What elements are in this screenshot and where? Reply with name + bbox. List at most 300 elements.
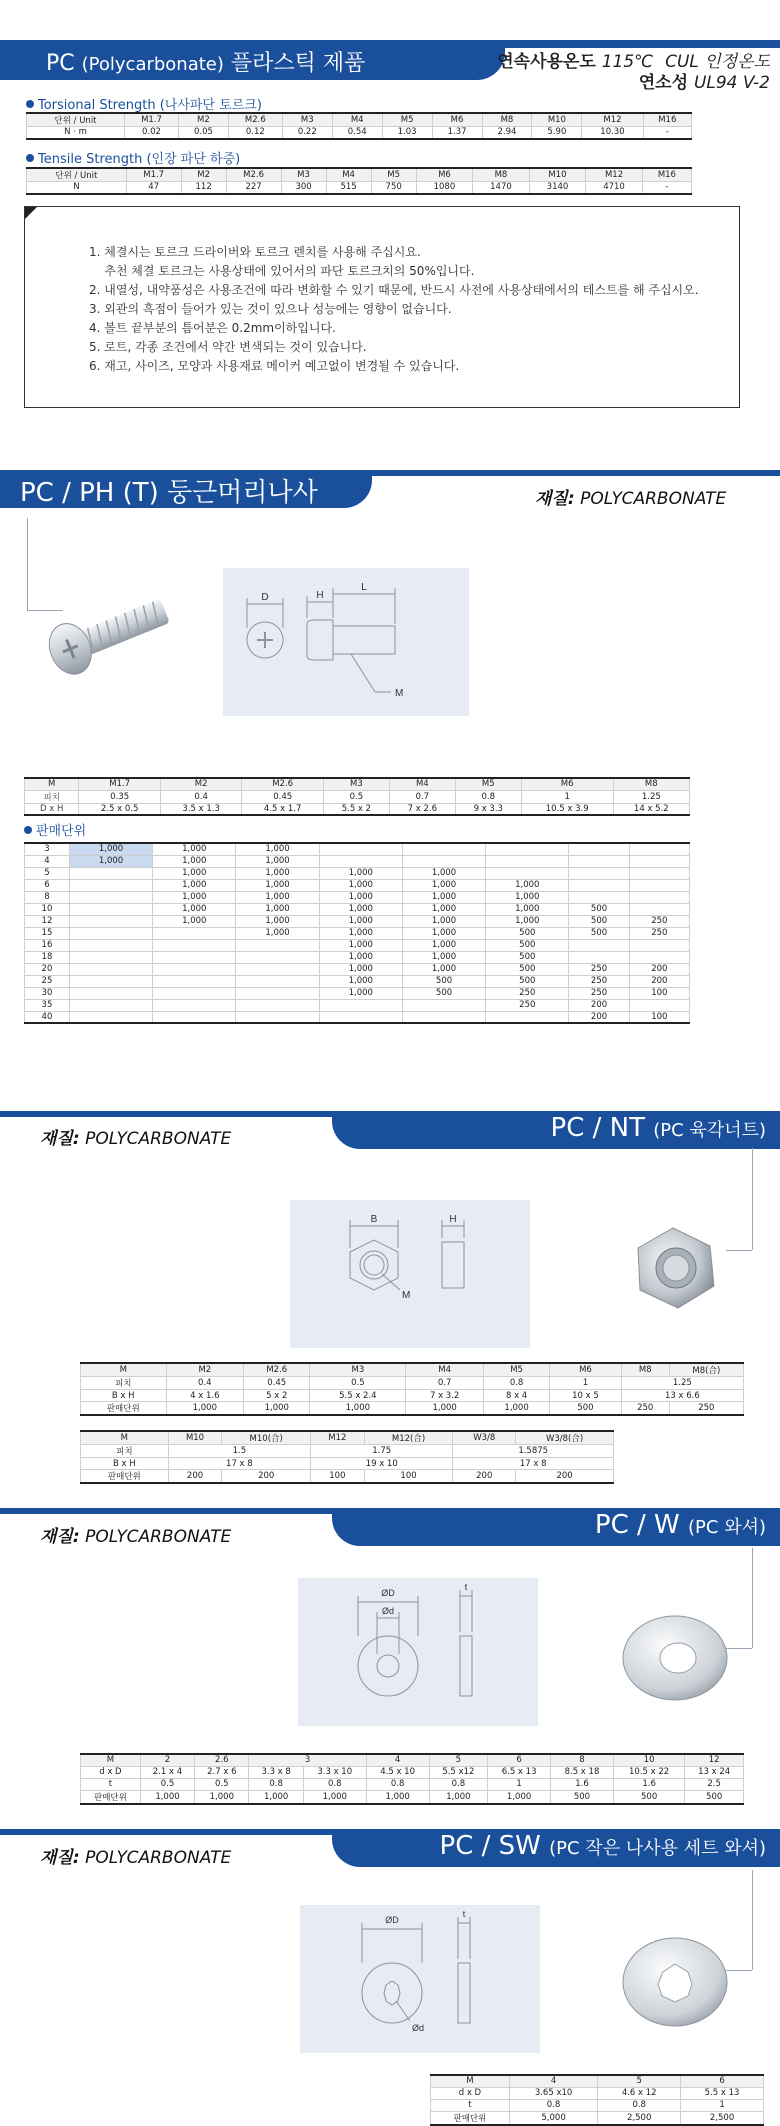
table-row <box>25 987 690 999</box>
table-cell <box>153 963 236 975</box>
table-cell <box>319 843 402 855</box>
table-cell <box>629 891 689 903</box>
table-cell <box>69 891 152 903</box>
table-cell: 15 <box>25 927 70 939</box>
table-cell: 1,000 <box>488 1790 551 1804</box>
note-item: 6. 재고, 사이즈, 모양과 사용재료 메이커 예고없이 변경될 수 있습니다. <box>89 359 460 373</box>
table-cell <box>629 879 689 891</box>
callout-line <box>752 1870 753 1970</box>
table-cell: t <box>81 1778 141 1790</box>
table-cell: 1,000 <box>140 1790 194 1804</box>
dim-od-label: ØD <box>385 1915 399 1925</box>
table-cell: 5.90 <box>532 127 582 139</box>
table-cell: 10 x 5 <box>550 1390 622 1402</box>
table-cell: 피치 <box>81 1445 169 1458</box>
table-row <box>27 182 692 194</box>
table-cell <box>486 855 569 867</box>
table-cell: 3.5 x 1.3 <box>160 803 242 815</box>
table-cell: M6 <box>521 778 613 790</box>
table-cell: d x D <box>431 2087 510 2099</box>
table-cell: 4.5 x 10 <box>366 1766 429 1778</box>
table-cell: 1,000 <box>319 975 402 987</box>
nt-title-paren: (PC 육각너트) <box>653 1120 766 1141</box>
nt-drawing <box>290 1200 530 1348</box>
table-cell: M5 <box>371 168 416 182</box>
ph-sale-title <box>24 820 86 839</box>
table-cell: 2,500 <box>681 2111 764 2125</box>
table-cell: 500 <box>402 987 485 999</box>
table-cell: M2.6 <box>226 168 281 182</box>
table-cell: 0.8 <box>598 2099 681 2111</box>
table-cell: 30 <box>25 987 70 999</box>
table-cell: 1,000 <box>166 1402 244 1416</box>
table-cell: 0.54 <box>332 127 382 139</box>
table-cell <box>236 975 319 987</box>
table-cell: 1,000 <box>319 987 402 999</box>
table-cell: 40 <box>25 1011 70 1023</box>
spec2-label: 연소성 <box>638 73 689 93</box>
table-row <box>25 1011 690 1023</box>
table-cell <box>69 1011 152 1023</box>
table-cell: 1 <box>488 1778 551 1790</box>
table-cell: 1,000 <box>366 1790 429 1804</box>
table-cell: 250 <box>569 975 629 987</box>
table-cell: 1,000 <box>319 879 402 891</box>
table-cell: 1 <box>521 790 613 803</box>
table-cell: M5 <box>382 113 432 127</box>
table-cell <box>69 975 152 987</box>
table-row <box>81 1390 744 1402</box>
table-cell: 25 <box>25 975 70 987</box>
table-cell: 1,000 <box>486 903 569 915</box>
table-cell: 4 <box>25 855 70 867</box>
table-cell: 1,000 <box>236 843 319 855</box>
table-cell: 10 <box>613 1754 684 1766</box>
table-cell: 200 <box>168 1470 222 1484</box>
dim-d-label: D <box>261 592 269 603</box>
table-cell: M1.7 <box>126 168 181 182</box>
table-cell: 250 <box>569 987 629 999</box>
dim-b-label: B <box>370 1214 378 1225</box>
dim-l-label: L <box>361 582 367 593</box>
table-cell: M3 <box>282 113 332 127</box>
table-row <box>81 1431 614 1445</box>
table-cell: 4.6 x 12 <box>598 2087 681 2099</box>
dim-h-label: H <box>449 1214 457 1225</box>
table-cell <box>69 903 152 915</box>
table-cell: 1.75 <box>311 1445 453 1458</box>
table-cell: 8.5 x 18 <box>551 1766 614 1778</box>
table-cell <box>236 939 319 951</box>
table-cell <box>569 855 629 867</box>
table-cell: 1,000 <box>486 915 569 927</box>
table-cell: M12 <box>582 113 643 127</box>
table-row <box>431 2087 764 2099</box>
table-cell: D x H <box>25 803 79 815</box>
washer-photo <box>618 1610 732 1706</box>
table-cell: M8 <box>473 168 530 182</box>
table-cell: 0.5 <box>323 790 389 803</box>
table-cell: 250 <box>621 1402 669 1416</box>
table-cell: 단위 / Unit <box>27 113 125 127</box>
table-cell: 0.5 <box>310 1377 406 1390</box>
table-cell: 100 <box>629 1011 689 1023</box>
callout-line <box>27 518 28 610</box>
table-cell <box>153 939 236 951</box>
table-cell <box>569 939 629 951</box>
table-cell <box>69 951 152 963</box>
table-cell <box>69 879 152 891</box>
table-row <box>431 2075 764 2087</box>
table-row <box>81 1754 744 1766</box>
table-cell: 5.5 x 2.4 <box>310 1390 406 1402</box>
table-cell: M4 <box>406 1363 484 1377</box>
mat-label: 재질: <box>40 1527 80 1547</box>
table-cell: 10.5 x 22 <box>613 1766 684 1778</box>
tensile-table <box>26 167 692 195</box>
table-cell: 5,000 <box>509 2111 597 2125</box>
table-cell: 250 <box>486 999 569 1011</box>
table-cell: 2.7 x 6 <box>195 1766 249 1778</box>
table-cell: d x D <box>81 1766 141 1778</box>
table-cell: 0.8 <box>455 790 521 803</box>
table-cell: M6 <box>432 113 482 127</box>
table-cell: M5 <box>483 1363 549 1377</box>
table-cell: 1,000 <box>236 927 319 939</box>
callout-line <box>726 1250 752 1251</box>
table-cell <box>569 891 629 903</box>
table-cell <box>153 927 236 939</box>
table-cell: 0.8 <box>429 1778 488 1790</box>
set-washer-photo <box>618 1932 732 2032</box>
table-row <box>81 1470 614 1484</box>
nt-title-main: PC / NT <box>550 1113 645 1143</box>
table-cell: 100 <box>629 987 689 999</box>
table-row <box>81 1445 614 1458</box>
table-cell: 200 <box>629 975 689 987</box>
table-cell: 단위 / Unit <box>27 168 127 182</box>
table-cell: 1,000 <box>319 951 402 963</box>
mat-value: POLYCARBONATE <box>85 1848 232 1868</box>
nut-photo <box>618 1218 728 1318</box>
tensile-title <box>26 148 240 167</box>
table-cell: M3 <box>310 1363 406 1377</box>
table-cell: 17 x 8 <box>453 1458 614 1470</box>
table-cell: 1,000 <box>483 1402 549 1416</box>
table-cell <box>402 1011 485 1023</box>
sw-title-main: PC / SW <box>439 1831 541 1861</box>
table-cell: 0.8 <box>483 1377 549 1390</box>
table-cell: M6 <box>550 1363 622 1377</box>
table-cell <box>153 951 236 963</box>
table-cell <box>319 1011 402 1023</box>
table-cell: 0.7 <box>406 1377 484 1390</box>
mat-value: POLYCARBONATE <box>85 1527 232 1547</box>
table-cell <box>629 903 689 915</box>
table-cell: 피치 <box>25 790 79 803</box>
spec1-value: 115℃ <box>601 52 654 72</box>
table-cell: 1,000 <box>319 927 402 939</box>
table-cell <box>629 951 689 963</box>
table-cell: M2.6 <box>228 113 282 127</box>
table-cell: 3.65 x10 <box>509 2087 597 2099</box>
table-cell: 100 <box>311 1470 365 1484</box>
table-cell: 3 <box>249 1754 366 1766</box>
table-cell: M1.7 <box>125 113 179 127</box>
table-row <box>81 1778 744 1790</box>
w-title-paren: (PC 와셔) <box>688 1517 766 1538</box>
table-cell: 500 <box>551 1790 614 1804</box>
table-cell: N · m <box>27 127 125 139</box>
table-cell: 500 <box>486 975 569 987</box>
table-cell: M4 <box>326 168 371 182</box>
table-cell: 0.4 <box>160 790 242 803</box>
ph-spec-table <box>24 777 690 816</box>
torsional-title-kr: (나사파단 토르크) <box>159 98 262 113</box>
table-row <box>25 999 690 1011</box>
torsional-title-en: Torsional Strength <box>38 98 156 113</box>
table-row <box>25 963 690 975</box>
table-cell: 1,000 <box>429 1790 488 1804</box>
screw-photo <box>40 590 180 680</box>
table-cell: 0.8 <box>509 2099 597 2111</box>
table-cell: 14 x 5.2 <box>613 803 689 815</box>
table-cell <box>236 951 319 963</box>
dim-id-label: Ød <box>381 1606 395 1616</box>
table-cell: 0.7 <box>389 790 455 803</box>
table-cell: 판매단위 <box>81 1470 169 1484</box>
table-cell: 1,000 <box>402 903 485 915</box>
table-cell: 1,000 <box>236 879 319 891</box>
table-cell <box>69 987 152 999</box>
table-cell: M5 <box>455 778 521 790</box>
sw-title <box>332 1829 780 1867</box>
w-title-main: PC / W <box>594 1510 680 1540</box>
table-cell: M10(合) <box>222 1431 311 1445</box>
table-cell: M <box>25 778 79 790</box>
corner-mark <box>25 207 37 219</box>
nt-material <box>40 1124 231 1149</box>
table-cell <box>569 951 629 963</box>
table-cell: - <box>643 127 691 139</box>
table-cell: M8(合) <box>669 1363 743 1377</box>
table-cell <box>69 999 152 1011</box>
table-cell: 1,000 <box>153 855 236 867</box>
table-cell: B x H <box>81 1458 169 1470</box>
table-cell: 500 <box>685 1790 744 1804</box>
table-cell <box>402 855 485 867</box>
callout-line <box>752 1148 753 1250</box>
table-cell: 1.25 <box>613 790 689 803</box>
table-cell <box>629 843 689 855</box>
table-cell <box>69 927 152 939</box>
table-cell: 4.5 x 1.7 <box>242 803 324 815</box>
spec-summary <box>497 52 770 94</box>
w-material <box>40 1522 231 1547</box>
table-row <box>27 113 692 127</box>
table-cell: 0.5 <box>195 1778 249 1790</box>
table-cell: M <box>81 1363 167 1377</box>
table-row <box>25 843 690 855</box>
table-cell: 250 <box>629 915 689 927</box>
table-cell: 1,000 <box>319 939 402 951</box>
table-cell: 200 <box>629 963 689 975</box>
table-cell: M <box>431 2075 510 2087</box>
table-cell: 18 <box>25 951 70 963</box>
title-paren: (Polycarbonate) <box>81 54 224 75</box>
table-cell: 1,000 <box>319 891 402 903</box>
table-cell: 4710 <box>586 182 643 194</box>
spec2-value: UL94 V-2 <box>693 73 770 93</box>
table-cell: 1,000 <box>319 867 402 879</box>
table-cell: 1,000 <box>402 915 485 927</box>
table-cell: 4 <box>509 2075 597 2087</box>
table-cell: 500 <box>569 915 629 927</box>
table-cell: t <box>431 2099 510 2111</box>
table-cell: M3 <box>323 778 389 790</box>
table-cell <box>486 843 569 855</box>
table-cell: 1470 <box>473 182 530 194</box>
table-cell: 7 x 3.2 <box>406 1390 484 1402</box>
table-cell: 3.3 x 8 <box>249 1766 303 1778</box>
table-cell: 35 <box>25 999 70 1011</box>
table-cell: 200 <box>569 1011 629 1023</box>
table-cell: W3/8(合) <box>516 1431 614 1445</box>
table-cell <box>153 1011 236 1023</box>
notes-box <box>24 206 740 408</box>
table-cell: 1 <box>550 1377 622 1390</box>
table-cell: 1,000 <box>195 1790 249 1804</box>
table-row <box>25 891 690 903</box>
table-cell: 200 <box>516 1470 614 1484</box>
table-cell: 500 <box>613 1790 684 1804</box>
table-cell: 7 x 2.6 <box>389 803 455 815</box>
table-cell: M4 <box>389 778 455 790</box>
table-cell <box>236 987 319 999</box>
page-title <box>0 40 505 80</box>
table-row <box>81 1363 744 1377</box>
bullet-icon <box>26 100 34 108</box>
table-cell: 112 <box>181 182 226 194</box>
table-cell: 1.5875 <box>453 1445 614 1458</box>
table-cell: 5 <box>429 1754 488 1766</box>
table-cell: 피치 <box>81 1377 167 1390</box>
table-cell: M2 <box>160 778 242 790</box>
table-cell: 0.05 <box>178 127 228 139</box>
mat-label: 재질: <box>535 489 575 509</box>
tensile-title-kr: (인장 파단 하중) <box>146 152 241 167</box>
table-cell: M12(合) <box>364 1431 453 1445</box>
table-cell: 0.22 <box>282 127 332 139</box>
tensile-title-en: Tensile Strength <box>38 152 143 167</box>
table-cell: 0.8 <box>303 1778 366 1790</box>
table-cell: 1,000 <box>402 951 485 963</box>
table-cell: M16 <box>643 113 691 127</box>
table-cell <box>629 939 689 951</box>
table-cell: 0.45 <box>242 790 324 803</box>
torsional-title <box>26 94 262 113</box>
mat-label: 재질: <box>40 1129 80 1149</box>
bullet-icon <box>26 154 34 162</box>
mat-label: 재질: <box>40 1848 80 1868</box>
table-cell: 2.1 x 4 <box>140 1766 194 1778</box>
table-cell <box>319 855 402 867</box>
table-cell: 1,000 <box>486 891 569 903</box>
table-cell: 0.5 <box>140 1778 194 1790</box>
note-item: 1. 체결시는 토르크 드라이버와 토르크 렌치를 사용해 주십시요. <box>89 245 421 259</box>
table-cell: M <box>81 1754 141 1766</box>
table-cell: 250 <box>569 963 629 975</box>
table-cell <box>69 915 152 927</box>
sw-material <box>40 1843 231 1868</box>
table-cell: 1,000 <box>319 903 402 915</box>
table-cell: 1,000 <box>236 867 319 879</box>
w-drawing <box>298 1578 538 1726</box>
table-cell: M8 <box>621 1363 669 1377</box>
table-cell: 500 <box>486 951 569 963</box>
table-cell: 2.6 <box>195 1754 249 1766</box>
table-cell: 500 <box>486 927 569 939</box>
table-cell: 2.5 x 0.5 <box>79 803 161 815</box>
table-cell <box>629 999 689 1011</box>
table-cell: 1,000 <box>402 963 485 975</box>
table-cell: M12 <box>311 1431 365 1445</box>
sw-title-paren: (PC 작은 나사용 세트 와셔) <box>549 1838 766 1859</box>
table-cell: 판매단위 <box>81 1790 141 1804</box>
table-cell <box>569 867 629 879</box>
table-row <box>81 1766 744 1778</box>
table-row <box>25 803 690 815</box>
w-table <box>80 1753 744 1805</box>
table-row <box>25 939 690 951</box>
table-cell <box>69 939 152 951</box>
table-cell: 1,000 <box>153 903 236 915</box>
notes-list <box>89 243 699 376</box>
table-cell: 200 <box>222 1470 311 1484</box>
table-cell: 227 <box>226 182 281 194</box>
table-cell: 1,000 <box>486 879 569 891</box>
table-cell: 1 <box>681 2099 764 2111</box>
table-cell: 200 <box>453 1470 516 1484</box>
mat-value: POLYCARBONATE <box>85 1129 232 1149</box>
dim-h-label: H <box>316 590 324 601</box>
table-cell <box>569 879 629 891</box>
table-cell: 10.30 <box>582 127 643 139</box>
callout-line <box>752 1548 753 1648</box>
table-cell: 1,000 <box>153 879 236 891</box>
table-cell: M2 <box>166 1363 244 1377</box>
table-cell: W3/8 <box>453 1431 516 1445</box>
table-cell: 2.5 <box>685 1778 744 1790</box>
table-cell <box>629 855 689 867</box>
table-cell: 1,000 <box>153 867 236 879</box>
table-cell <box>236 1011 319 1023</box>
table-row <box>431 2099 764 2111</box>
table-row <box>25 855 690 867</box>
table-cell: 1,000 <box>236 891 319 903</box>
dim-t-label: t <box>464 1582 468 1592</box>
table-cell: 12 <box>685 1754 744 1766</box>
table-cell: 0.35 <box>79 790 161 803</box>
table-cell: 1,000 <box>402 927 485 939</box>
ph-material <box>535 484 726 509</box>
dim-id-label: Ød <box>412 2023 425 2033</box>
table-row <box>25 778 690 790</box>
table-cell: 1.6 <box>613 1778 684 1790</box>
table-cell: M2.6 <box>244 1363 310 1377</box>
table-cell: 판매단위 <box>81 1402 167 1416</box>
note-item: 3. 외관의 흑점이 들어가 있는 것이 있으나 성능에는 영향이 없습니다. <box>89 302 452 316</box>
